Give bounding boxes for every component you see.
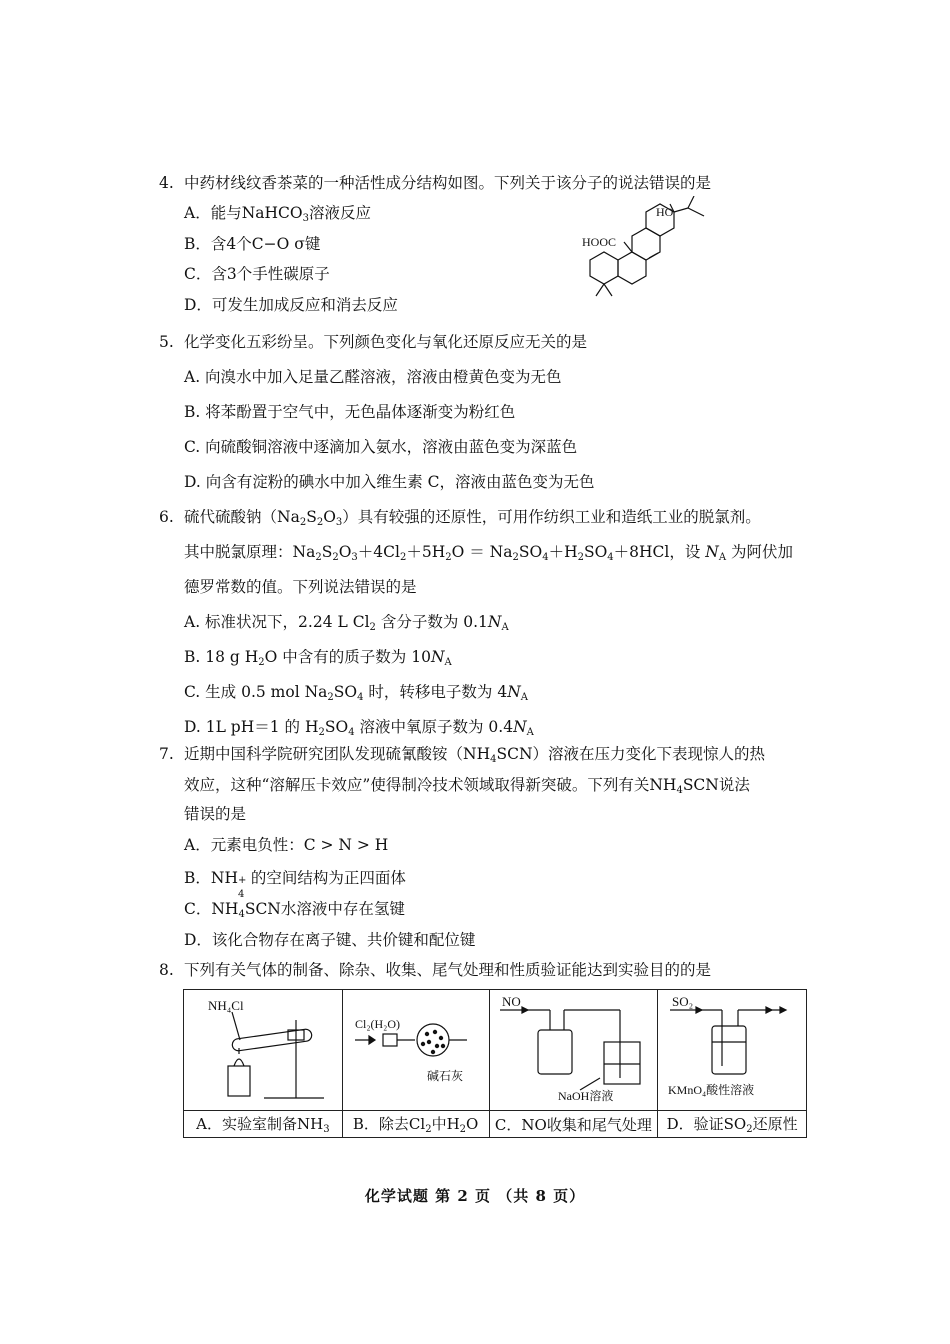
q8-fig-b-label2: 碱石灰: [426, 1069, 463, 1083]
q6-option-c: C. 生成 0.5 mol $Na_2SO_4$ 时，转移电子数为 $4N_A$: [184, 683, 528, 703]
q8-caption-c: C．NO收集和尾气处理: [489, 1111, 658, 1138]
q8-fig-a-label: NH₄Cl: [208, 998, 244, 1013]
q7-stem-line3: 错误的是: [184, 805, 247, 823]
q8-fig-c-label: NO: [501, 994, 521, 1009]
q4-option-a: A．能与NaHCO$_3$溶液反应: [184, 204, 371, 224]
q4-option-b: B．含4个C−O σ键: [184, 235, 321, 253]
q5-option-a: A. 向溴水中加入足量乙醛溶液，溶液由橙黄色变为无色: [184, 368, 562, 386]
q8-figure-b: [342, 990, 489, 1111]
q6-stem-line3: 德罗常数的值。下列说法错误的是: [184, 578, 417, 596]
q8-figure-a: [184, 990, 343, 1111]
q4-number: 4.: [159, 174, 174, 192]
q8-fig-d-label: SO₂: [672, 994, 694, 1009]
q4-fig-ho: HO: [656, 205, 674, 219]
q8-fig-d-label2: KMnO₄酸性溶液: [668, 1083, 755, 1097]
q8-figure-c: [489, 990, 658, 1111]
q8-caption-b: B．除去$Cl_2$中$H_2O$: [342, 1111, 489, 1138]
q7-option-b: B．NH + 4 的空间结构为正四面体: [184, 869, 406, 900]
q5-option-d: D. 向含有淀粉的碘水中加入维生素 C，溶液由蓝色变为无色: [184, 473, 595, 491]
q8-fig-c-label2: NaOH溶液: [557, 1089, 613, 1103]
q4-option-d: D．可发生加成反应和消去反应: [184, 296, 398, 314]
q6-stem-line1: 硫代硫酸钠$(Na_2S_2O_3)$具有较强的还原性，可用作纺织工业和造纸工业的脱氯剂。: [184, 508, 761, 528]
q8-apparatus-table: [183, 989, 807, 1138]
q8-fig-b-label: Cl₂(H₂O): [354, 1017, 400, 1031]
q4-stem: 中药材线纹香茶菜的一种活性成分结构如图。下列关于该分子的说法错误的是: [184, 174, 712, 192]
q7-stem-line2: 效应，这种“溶解压卡效应”使得制冷技术领域取得新突破。下列有关$NH_4SCN$说法: [184, 776, 750, 796]
q5-option-b: B. 将苯酚置于空气中，无色晶体逐渐变为粉红色: [184, 403, 516, 421]
q7-option-a: A．元素电负性：C > N > H: [184, 836, 389, 854]
q6-number: 6.: [159, 508, 174, 526]
q4-fig-hooc: HOOC: [582, 235, 617, 249]
q7-number: 7.: [159, 745, 174, 763]
q5-stem: 化学变化五彩纷呈。下列颜色变化与氧化还原反应无关的是: [184, 333, 588, 351]
q7-option-c: C．$NH_4SCN$水溶液中存在氢键: [184, 900, 405, 920]
q5-number: 5.: [159, 333, 174, 351]
page-footer: 化学试题 第 2 页 （共 8 页）: [364, 1187, 586, 1205]
q4-option-c: C．含3个手性碳原子: [184, 265, 330, 283]
q6-option-a: A. 标准状况下，2.24 L $Cl_2$ 含分子数为 $0.1N_A$: [184, 613, 509, 633]
q5-option-c: C. 向硫酸铜溶液中逐滴加入氨水，溶液由蓝色变为深蓝色: [184, 438, 578, 456]
q4-molecule-figure: [580, 196, 710, 312]
q6-option-d: D. 1L pH＝1 的 $H_2SO_4$ 溶液中氧原子数为 $0.4N_A$: [184, 718, 534, 738]
q8-figure-d: [658, 990, 807, 1111]
q8-caption-d: D．验证$SO_2$还原性: [658, 1111, 807, 1138]
q7-option-d: D．该化合物存在离子键、共价键和配位键: [184, 931, 476, 949]
q6-stem-line2: 其中脱氯原理：$Na_2S_2O_3+4Cl_2+5H_2O = Na_2SO_4+H_2SO_4+8HCl$，设 $N_A$ 为阿伏加: [184, 543, 794, 563]
q8-number: 8.: [159, 961, 174, 979]
q8-stem: 下列有关气体的制备、除杂、收集、尾气处理和性质验证能达到实验目的的是: [184, 961, 712, 979]
q7-stem-line1: 近期中国科学院研究团队发现硫氰酸铵$(NH_4SCN)$溶液在压力变化下表现惊人的热: [184, 745, 766, 765]
q6-option-b: B. 18 g $H_2O$ 中含有的质子数为 $10N_A$: [184, 648, 452, 668]
q8-caption-a: A．实验室制备$NH_3$: [184, 1111, 343, 1138]
